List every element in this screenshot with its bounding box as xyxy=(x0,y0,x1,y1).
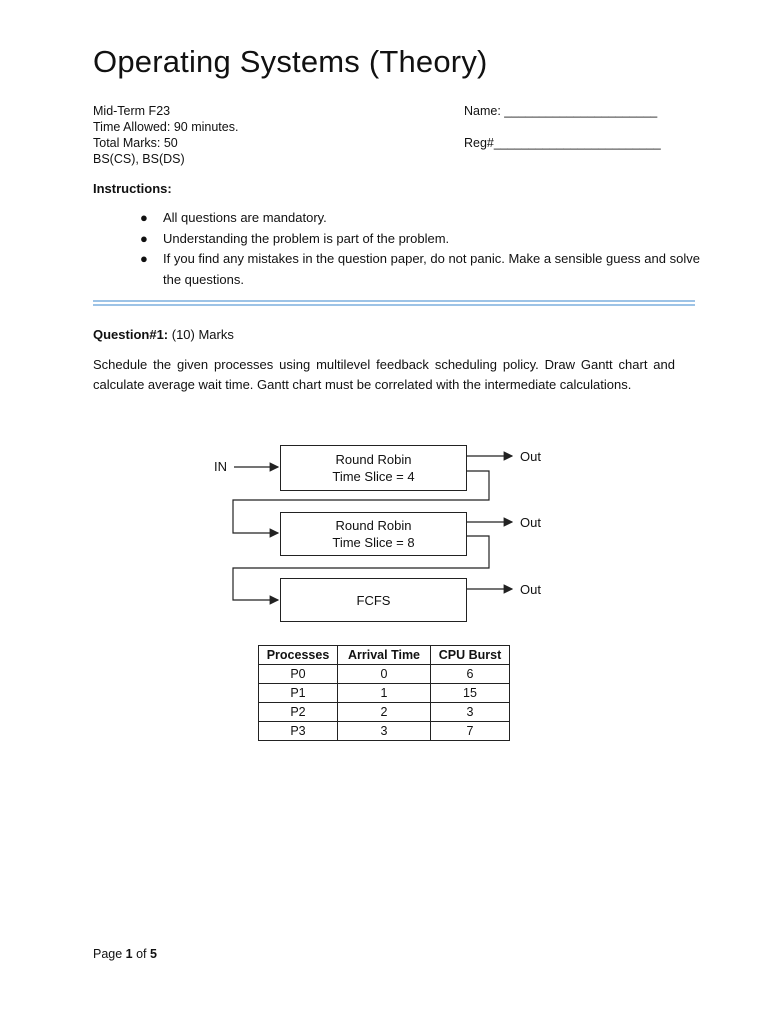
bullet-icon: ● xyxy=(140,230,148,246)
name-field[interactable]: Name: ______________________ xyxy=(464,104,658,118)
list-item: ● If you find any mistakes in the question paper, do not panic. Make a sensible guess and solve the questions. xyxy=(140,251,700,287)
col-arrival-time: Arrival Time xyxy=(338,646,431,665)
programs: BS(CS), BS(DS) xyxy=(93,152,185,166)
time-allowed: Time Allowed: 90 minutes. xyxy=(93,120,239,134)
table-row: P3 3 7 xyxy=(259,722,510,741)
out-label-2: Out xyxy=(520,515,541,530)
table-row: P0 0 6 xyxy=(259,665,510,684)
col-cpu-burst: CPU Burst xyxy=(431,646,510,665)
input-label: IN xyxy=(214,459,227,474)
total-marks: Total Marks: 50 xyxy=(93,136,178,150)
queue-box-rr8: Round Robin Time Slice = 8 xyxy=(280,512,467,556)
page-title: Operating Systems (Theory) xyxy=(93,44,488,79)
question-marks: (10) Marks xyxy=(168,327,234,342)
question-text: Schedule the given processes using multilevel feedback scheduling policy. Draw Gantt chart and calculate average wait time. Gantt chart must be correlated with the intermediate calculations. xyxy=(93,357,675,392)
instructions-heading: Instructions: xyxy=(93,181,172,196)
list-item: ● All questions are mandatory. xyxy=(140,208,700,229)
table-row: P1 1 15 xyxy=(259,684,510,703)
out-label-1: Out xyxy=(520,449,541,464)
table-row: P2 2 3 xyxy=(259,703,510,722)
col-processes: Processes xyxy=(259,646,338,665)
table-header-row xyxy=(259,646,510,665)
exam-name: Mid-Term F23 xyxy=(93,104,171,118)
reg-field[interactable]: Reg#________________________ xyxy=(464,136,661,150)
question-label: Question#1: xyxy=(93,327,169,342)
page-number: Page 1 of 5 xyxy=(93,947,157,961)
bullet-icon: ● xyxy=(140,251,148,266)
out-label-3: Out xyxy=(520,582,541,597)
list-item: ● Understanding the problem is part of the problem. xyxy=(140,229,700,250)
queue-box-fcfs: FCFS xyxy=(280,578,467,622)
bullet-icon: ● xyxy=(140,210,148,225)
queue-box-rr4: Round Robin Time Slice = 4 xyxy=(280,445,467,491)
process-table xyxy=(258,645,510,741)
